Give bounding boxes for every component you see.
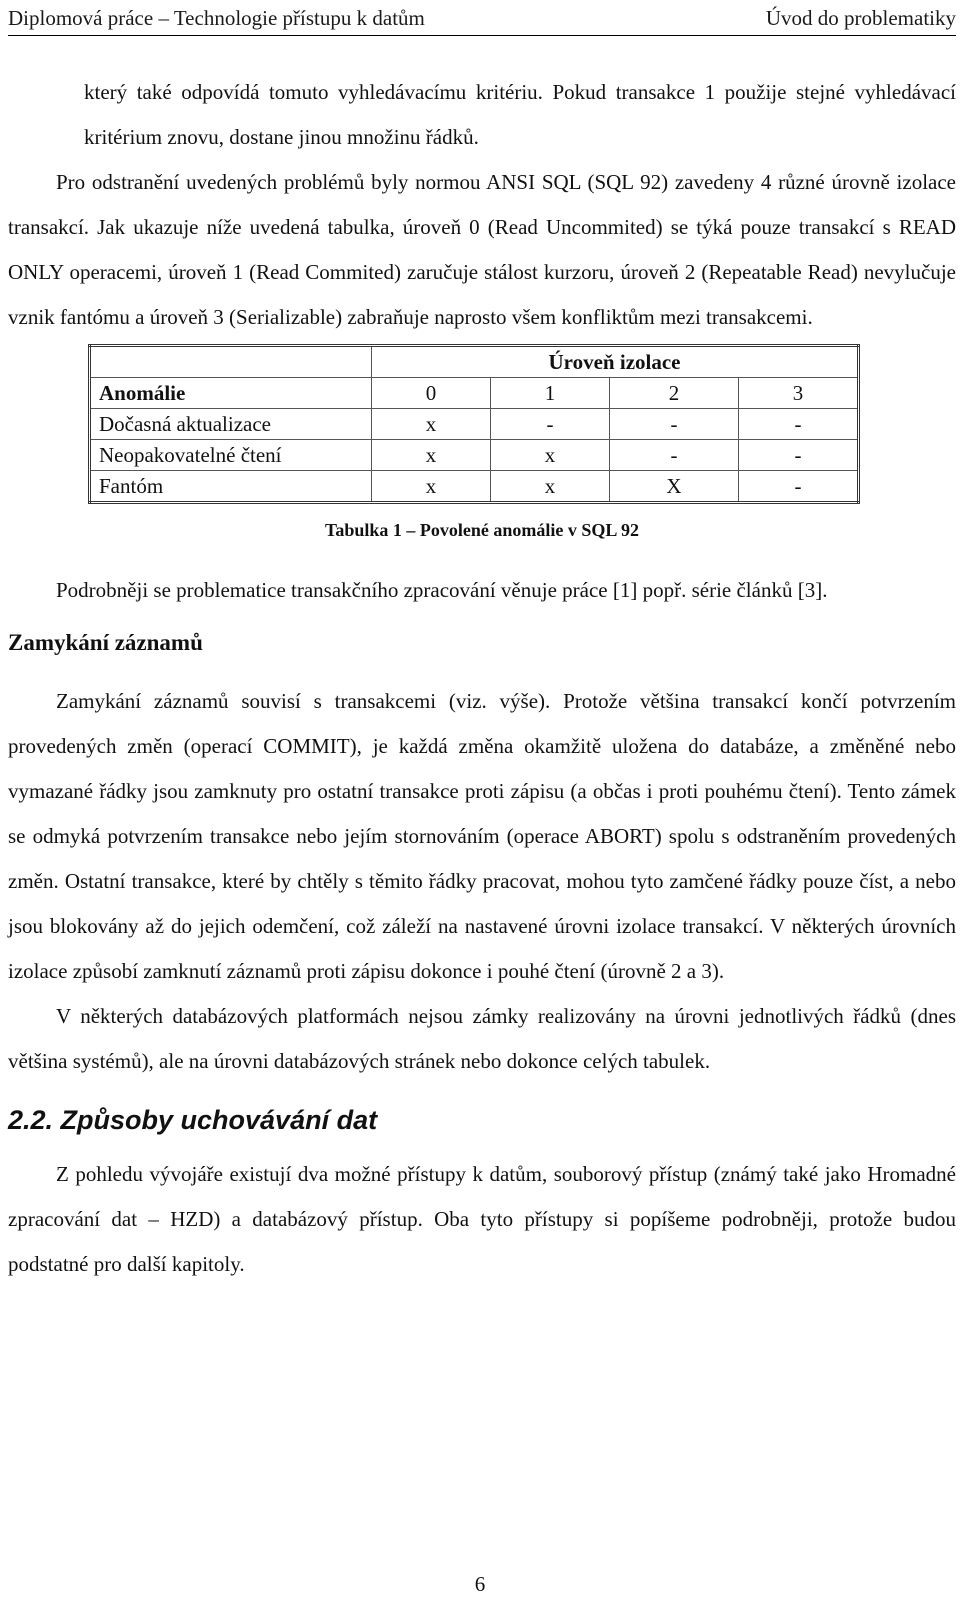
table-cell: - — [739, 440, 859, 471]
table-header-cell: 0 — [372, 378, 491, 409]
table-cell: x — [491, 440, 610, 471]
table-cell: X — [610, 471, 739, 503]
table-cell: - — [739, 471, 859, 503]
isolation-table — [88, 344, 860, 504]
table-cell: x — [372, 440, 491, 471]
paragraph-isolation-levels: Pro odstranění uvedených problémů byly normou ANSI SQL (SQL 92) zavedeny 4 různé úrovně izolace transakcí. Jak ukazuje níže uvedená tabulka, úroveň 0 (Read Uncommited) se týká pouze transakcí s READ ONLY operacemi, úroveň 1 (Read Commited) zaručuje stálost kurzoru, úroveň 2 (Repeatable Read) nevylučuje vznik fantómu a úroveň 3 (Serializable) zabraňuje naprosto všem konfliktům mezi transakcemi. — [8, 170, 956, 329]
table-caption-text: Tabulka 1 – Povolené anomálie v SQL 92 — [325, 520, 639, 540]
table-row — [90, 409, 859, 440]
page-header — [8, 4, 956, 32]
table-row — [90, 440, 859, 471]
table-header-cell: Anomálie — [90, 378, 372, 409]
subheading-record-locking: Zamykání záznamů — [8, 630, 203, 655]
table-cell: Neopakovatelné čtení — [90, 440, 372, 471]
table-cell: x — [491, 471, 610, 503]
table-cell: Dočasná aktualizace — [90, 409, 372, 440]
paragraph-data-access: Z pohledu vývojáře existují dva možné přístupy k datům, souborový přístup (známý také jako Hromadné zpracování dat – HZD) a databázový přístup. Oba tyto přístupy si popíšeme podrobněji, protože budou podstatné pro další kapitoly. — [8, 1162, 956, 1276]
table-empty-cell — [90, 346, 372, 378]
table-cell: x — [372, 409, 491, 440]
table-cell: - — [610, 409, 739, 440]
table-cell: - — [610, 440, 739, 471]
table-group-header: Úroveň izolace — [372, 346, 859, 378]
paragraph-continued: který také odpovídá tomuto vyhledávacímu kritériu. Pokud transakce 1 použije stejné vyhledávací kritérium znovu, dostane jinou množinu řádků. — [84, 80, 956, 149]
table-cell: - — [739, 409, 859, 440]
page-number: 6 — [474, 1572, 486, 1596]
table-cell: x — [372, 471, 491, 503]
table-cell: - — [491, 409, 610, 440]
table-caption — [8, 516, 956, 544]
table-header-cell: 2 — [610, 378, 739, 409]
table-header-cell: 3 — [739, 378, 859, 409]
section-heading: 2.2. Způsoby uchovávání dat — [8, 1105, 378, 1135]
table-header-cell: 1 — [491, 378, 610, 409]
page-body — [8, 70, 956, 1287]
table-cell: Fantóm — [90, 471, 372, 503]
header-chapter: Úvod do problematiky — [765, 6, 956, 30]
table-row — [90, 471, 859, 503]
table-header-row — [90, 378, 859, 409]
paragraph-references: Podrobněji se problematice transakčního zpracování věnuje práce [1] popř. série článků [3]. — [56, 578, 828, 602]
paragraph-locking: Zamykání záznamů souvisí s transakcemi (viz. výše). Protože většina transakcí končí potvrzením provedených změn (operací COMMIT), je každá změna okamžitě uložena do databáze, a změněné nebo vymazané řádky jsou zamknuty pro ostatní transakce proti zápisu (a občas i proti pouhému čtení). Tento zámek se odmyká potvrzením transakce nebo jejím stornováním (operace ABORT) spolu s odstraněním provedených změn. Ostatní transakce, které by chtěly s těmito řádky pracovat, mohou tyto zamčené řádky pouze číst, a nebo jsou blokovány až do jejich odemčení, což záleží na nastavené úrovni izolace transakcí. V některých úrovních izolace způsobí zamknutí záznamů proti zápisu dokonce i pouhé čtení (úrovně 2 a 3). — [8, 689, 956, 983]
table-row — [90, 346, 859, 378]
header-title: Diplomová práce – Technologie přístupu k datům — [8, 6, 425, 30]
header-divider — [8, 35, 956, 36]
paragraph-lock-granularity: V některých databázových platformách nejsou zámky realizovány na úrovni jednotlivých řádků (dnes většina systémů), ale na úrovni databázových stránek nebo dokonce celých tabulek. — [8, 1004, 956, 1073]
